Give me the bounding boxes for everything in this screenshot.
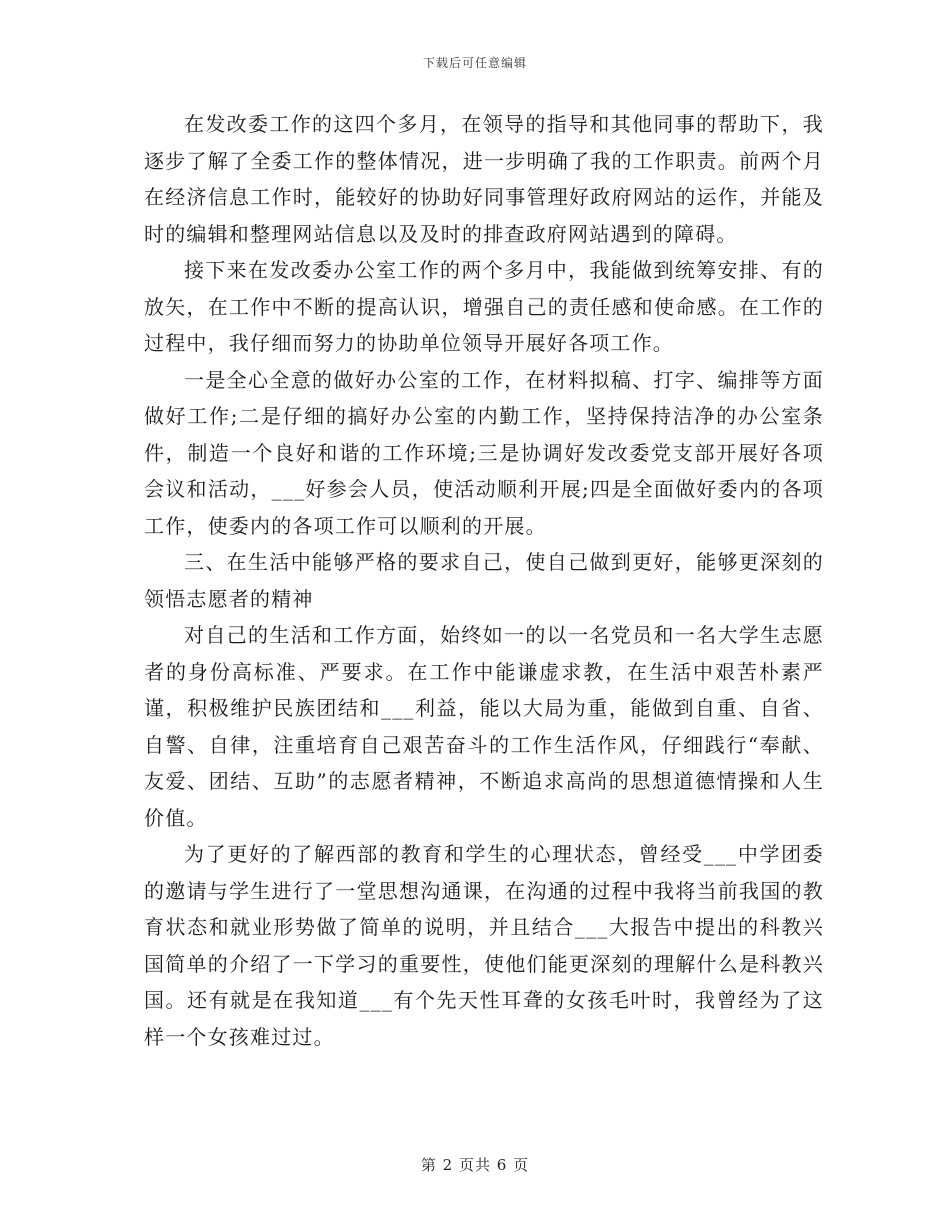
paragraph-5: 为了更好的了解西部的教育和学生的心理状态，曾经受___中学团委的邀请与学生进行了一堂思想沟通课，在沟通的过程中我将当前我国的教育状态和就业形势做了简单的说明，并且结合___大报告中提出的科教兴国简单的介绍了一下学习的重要性，使他们能更深刻的理解什么是科教兴国。还有就是在我知道___有个先天性耳聋的女孩毛叶时，我曾经为了这样一个女孩难过过。 — [144, 842, 824, 1049]
paragraph-2: 接下来在发改委办公室工作的两个多月中，我能做到统筹安排、有的放矢，在工作中不断的提高认识，增强自己的责任感和使命感。在工作的过程中，我仔细而努力的协助单位领导开展好各项工作。 — [144, 258, 824, 355]
section-heading: 三、在生活中能够严格的要求自己，使自己做到更好，能够更深刻的领悟志愿者的精神 — [144, 550, 824, 611]
paragraph-4: 对自己的生活和工作方面，始终如一的以一名党员和一名大学生志愿者的身份高标准、严要求。在工作中能谦虚求教，在生活中艰苦朴素严谨，积极维护民族团结和___利益，能以大局为重，能做到自重、自省、自警、自律，注重培育自己艰苦奋斗的工作生活作风，仔细践行“奉献、友爱、团结、互助”的志愿者精神，不断追求高尚的思想道德情操和人生价值。 — [144, 623, 824, 830]
page-header: 下载后可任意编辑 — [422, 56, 527, 70]
page-number-footer: 第 2 页共 6 页 — [420, 1156, 530, 1174]
paragraph-3: 一是全心全意的做好办公室的工作，在材料拟稿、打字、编排等方面做好工作;二是仔细的搞好办公室的内勤工作，坚持保持洁净的办公室条件，制造一个良好和谐的工作环境;三是协调好发改委党支部开展好各项会议和活动，___好参会人员，使活动顺利开展;四是全面做好委内的各项工作，使委内的各项工作可以顺利的开展。 — [144, 367, 824, 538]
paragraph-1: 在发改委工作的这四个多月，在领导的指导和其他同事的帮助下，我逐步了解了全委工作的整体情况，进一步明确了我的工作职责。前两个月在经济信息工作时，能较好的协助好同事管理好政府网站的运作，并能及时的编辑和整理网站信息以及及时的排查政府网站遇到的障碍。 — [144, 112, 824, 246]
document-body — [144, 106, 824, 1055]
